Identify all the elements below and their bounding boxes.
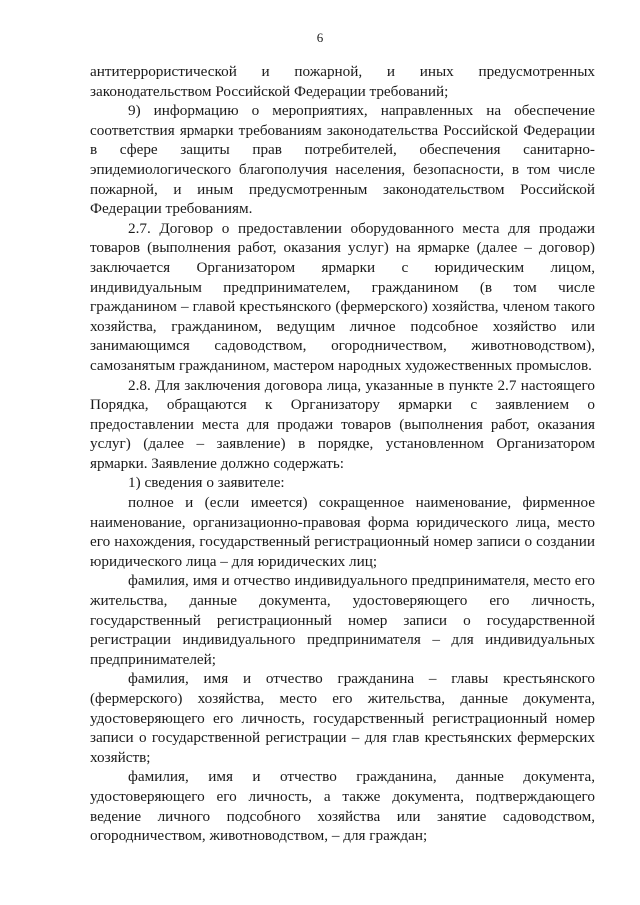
paragraph-citizens: фамилия, имя и отчество гражданина, данные документа, удостоверяющего его личность, а также документа, подтверждающего ведение личного подсобного хозяйства или занятие садоводством, огородничеством, животноводством, – для граждан; (90, 768, 595, 845)
paragraph-2-7: 2.7. Договор о предоставлении оборудованного места для продажи товаров (выполнения работ, оказания услуг) на ярмарке (далее – договор) заключается Организатором ярмарки с юридическим лицом, индивидуальным предпринимателем, гражданином (в том числе гражданином – главой крестьянского (фермерского) хозяйства, членом такого хозяйства, гражданином, ведущим личное подсобное хозяйство или занимающимся садоводством, огородничеством, животноводством), самозанятым гражданином, мастером народных художественных промыслов. (90, 219, 595, 374)
paragraph-farm-heads: фамилия, имя и отчество гражданина – главы крестьянского (фермерского) хозяйства, место его жительства, данные документа, удостоверяющего его личность, государственный регистрационный номер записи о государственной регистрации – для глав крестьянских фермерских хозяйств; (90, 670, 595, 766)
paragraph-applicant-info: 1) сведения о заявителе: (128, 474, 285, 492)
paragraph-continuation: антитеррористической и пожарной, и иных предусмотренных законодательством Российской Федерации требований; (90, 63, 595, 100)
page-number: 6 (316, 30, 324, 45)
paragraph-2-8: 2.8. Для заключения договора лица, указанные в пункте 2.7 настоящего Порядка, обращаются к Организатору ярмарки с заявлением о предоставлении места для продажи товаров (выполнения работ, оказания услуг) (далее – заявление) в порядке, установленном Организатором ярмарки. Заявление должно содержать: (90, 376, 595, 472)
paragraph-legal-entities: полное и (если имеется) сокращенное наименование, фирменное наименование, организационно-правовая форма юридического лица, место его нахождения, государственный регистрационный номер записи о создании юридического лица – для юридических лиц; (90, 494, 595, 570)
paragraph-item-9: 9) информацию о мероприятиях, направленных на обеспечение соответствия ярмарки требованиям законодательства Российской Федерации в сфере защиты прав потребителей, обеспечения санитарно-эпидемиологического благополучия населения, безопасности, в том числе пожарной, и иным предусмотренным законодательством Российской Федерации требованиям. (90, 102, 595, 218)
document-body (90, 62, 595, 846)
paragraph-entrepreneurs: фамилия, имя и отчество индивидуального предпринимателя, место его жительства, данные документа, удостоверяющего его личность, государственный регистрационный номер записи о государственной регистрации индивидуального предпринимателя – для индивидуальных предпринимателей; (90, 572, 595, 668)
